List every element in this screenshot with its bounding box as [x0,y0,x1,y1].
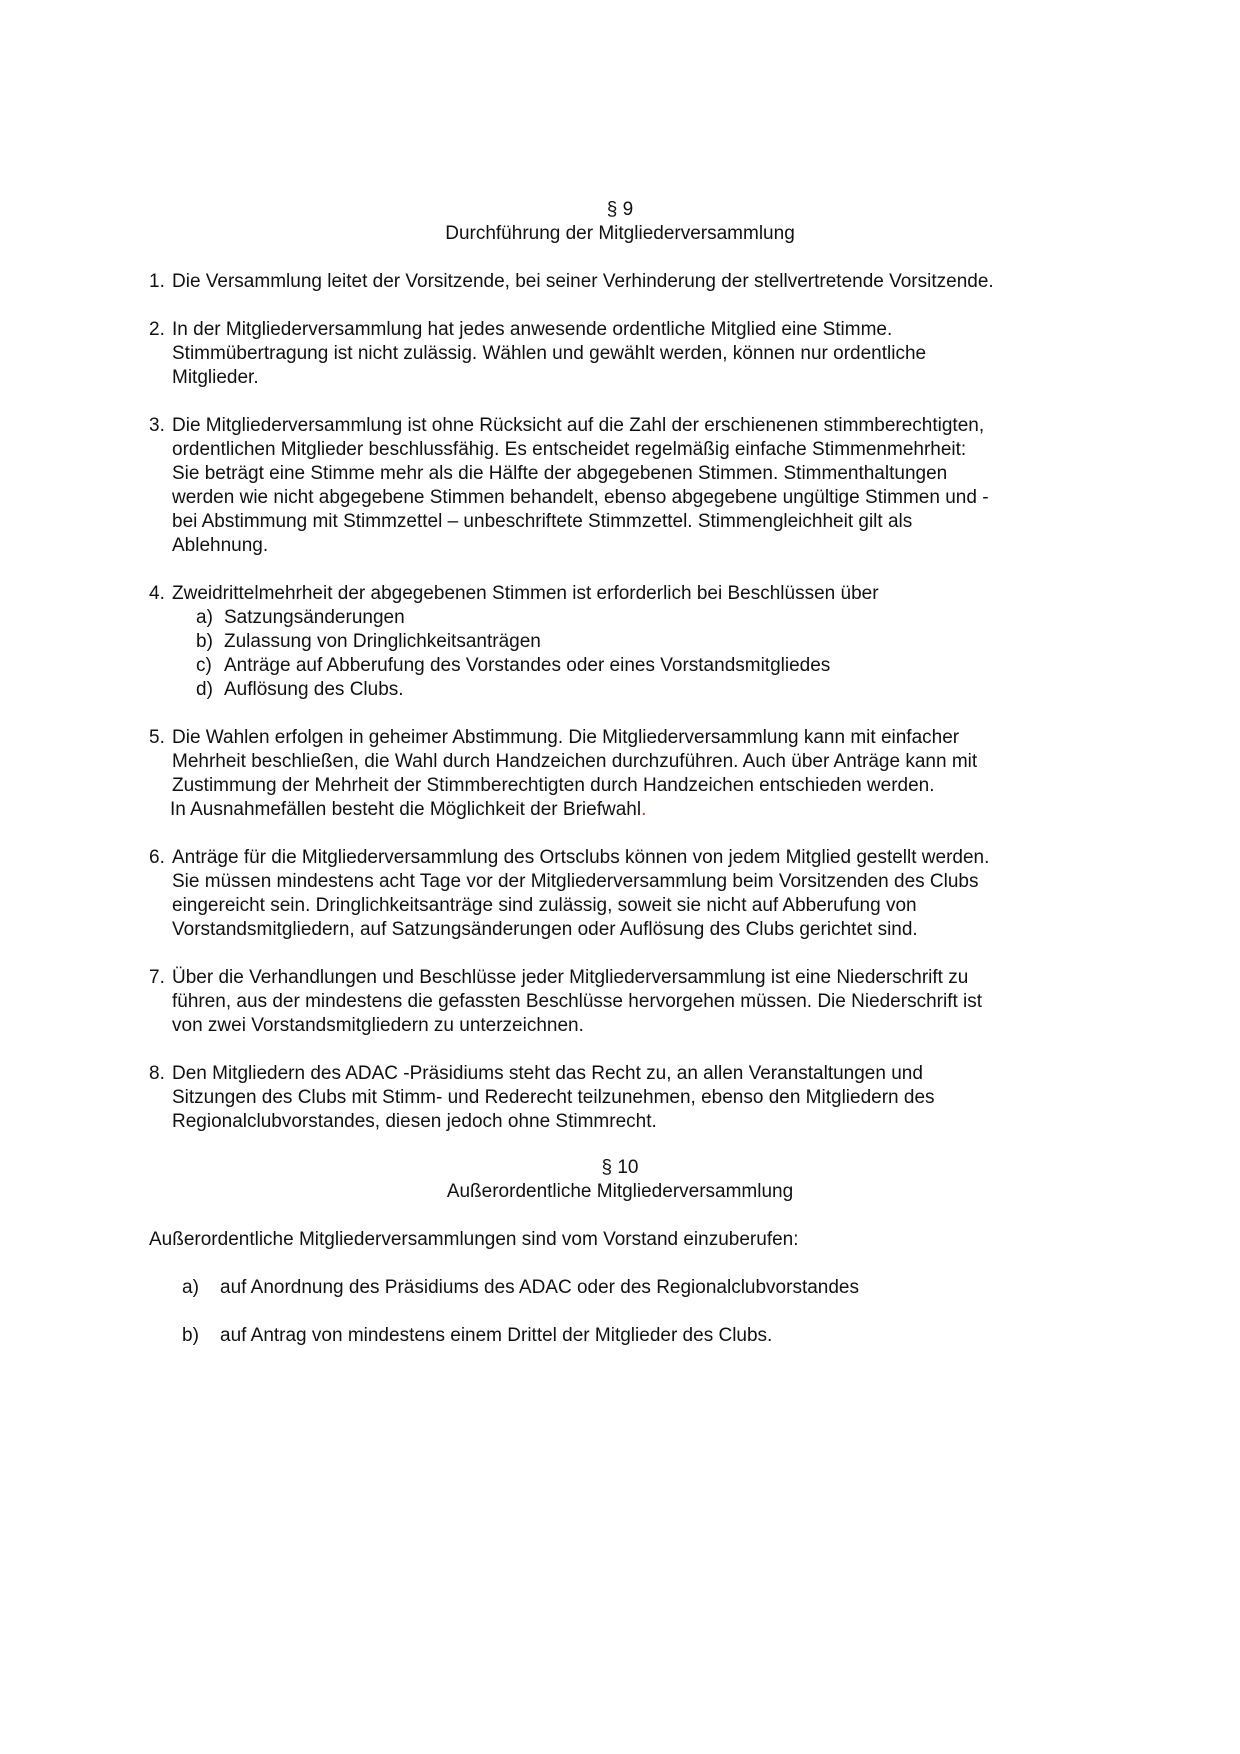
sub-label: b) [182,1325,199,1346]
item-line: Regionalclubvorstandes, diesen jedoch ohne Stimmrecht. [172,1111,657,1132]
item-line: Den Mitgliedern des ADAC -Präsidiums steht das Recht zu, an allen Veranstaltungen und [172,1063,923,1084]
item-number: 7. [149,967,165,988]
sub-text: Anträge auf Abberufung des Vorstandes oder eines Vorstandsmitgliedes [224,655,831,676]
item-line: Über die Verhandlungen und Beschlüsse jeder Mitgliederversammlung ist eine Niederschrift zu [172,967,969,988]
item-line: Sie beträgt eine Stimme mehr als die Hälfte der abgegebenen Stimmen. Stimmenthaltungen [172,463,948,484]
section-10-sub-a [182,1276,859,1300]
item-line: Die Mitgliederversammlung ist ohne Rücksicht auf die Zahl der erschienenen stimmberechtigten, [172,415,985,436]
item-line: bei Abstimmung mit Stimmzettel – unbeschriftete Stimmzettel. Stimmengleichheit gilt als [172,511,913,532]
item-line [170,798,1087,822]
item-line: Sitzungen des Clubs mit Stimm- und Rederecht teilzunehmen, ebenso den Mitgliedern des [172,1087,935,1108]
sub-label: c) [196,655,212,676]
sub-label: b) [196,631,213,652]
item-line: ordentlichen Mitglieder beschlussfähig. Es entscheidet regelmäßig einfache Stimmenmehrheit: [172,439,967,460]
item-number: 1. [149,271,165,292]
item-line: von zwei Vorstandsmitgliedern zu unterzeichnen. [172,1015,584,1036]
item-4-sub-c [196,654,830,678]
item-4-sub-b [196,630,541,654]
section-10-title: Außerordentliche Mitgliederversammlung [446,1181,794,1202]
sub-text: Satzungsänderungen [224,607,405,628]
sub-text: auf Anordnung des Präsidiums des ADAC oder des Regionalclubvorstandes [220,1277,859,1298]
item-number: 3. [149,415,165,436]
item-line: Zweidrittelmehrheit der abgegebenen Stimmen ist erforderlich bei Beschlüssen über [172,583,879,604]
item-line: Mehrheit beschließen, die Wahl durch Handzeichen durchzuführen. Auch über Anträge kann mit [172,751,978,772]
item-line: Vorstandsmitgliedern, auf Satzungsänderungen oder Auflösung des Clubs gerichtet sind. [172,919,918,940]
item-number: 6. [149,847,165,868]
item-number: 8. [149,1063,165,1084]
item-line: In der Mitgliederversammlung hat jedes anwesende ordentliche Mitglied eine Stimme. [172,319,893,340]
item-line: Die Versammlung leitet der Vorsitzende, bei seiner Verhinderung der stellvertretende Vorsitzende. [172,271,994,292]
sub-label: a) [196,607,213,628]
item-line: Stimmübertragung ist nicht zulässig. Wählen und gewählt werden, können nur ordentliche [172,343,927,364]
section-9-sign: § 9 [606,199,634,220]
item-line: Anträge für die Mitgliederversammlung des Ortsclubs können von jedem Mitglied gestellt werden. [172,847,990,868]
item-number: 2. [149,319,165,340]
sub-label: d) [196,679,213,700]
item-4-sub-a [196,606,405,630]
item-line: Mitglieder. [172,367,259,388]
item-number: 4. [149,583,165,604]
item-line: Die Wahlen erfolgen in geheimer Abstimmung. Die Mitgliederversammlung kann mit einfacher [172,727,960,748]
item-line: eingereicht sein. Dringlichkeitsanträge sind zulässig, soweit sie nicht auf Abberufung von [172,895,917,916]
section-10-intro: Außerordentliche Mitgliederversammlungen sind vom Vorstand einzuberufen: [149,1229,799,1250]
item-line: werden wie nicht abgegebene Stimmen behandelt, ebenso abgegebene ungültige Stimmen und - [172,487,989,508]
sub-text: auf Antrag von mindestens einem Drittel der Mitglieder des Clubs. [220,1325,773,1346]
item-line-text: In Ausnahmefällen besteht die Möglichkeit der Briefwahl [170,799,642,820]
item-line: führen, aus der mindestens die gefassten Beschlüsse hervorgehen müssen. Die Niederschrift ist [172,991,983,1012]
item-line: Ablehnung. [172,535,269,556]
sub-text: Auflösung des Clubs. [224,679,404,700]
section-10-sign: § 10 [601,1157,639,1178]
item-line-period: . [641,799,647,820]
item-line: Zustimmung der Mehrheit der Stimmberechtigten durch Handzeichen entschieden werden. [172,775,935,796]
sub-text: Zulassung von Dringlichkeitsanträgen [224,631,541,652]
section-10-sub-b [182,1324,772,1348]
item-4-sub-d [196,678,404,702]
sub-label: a) [182,1277,199,1298]
item-number: 5. [149,727,165,748]
section-9-title: Durchführung der Mitgliederversammlung [445,223,795,244]
item-line: Sie müssen mindestens acht Tage vor der Mitgliederversammlung beim Vorsitzenden des Clubs [172,871,979,892]
